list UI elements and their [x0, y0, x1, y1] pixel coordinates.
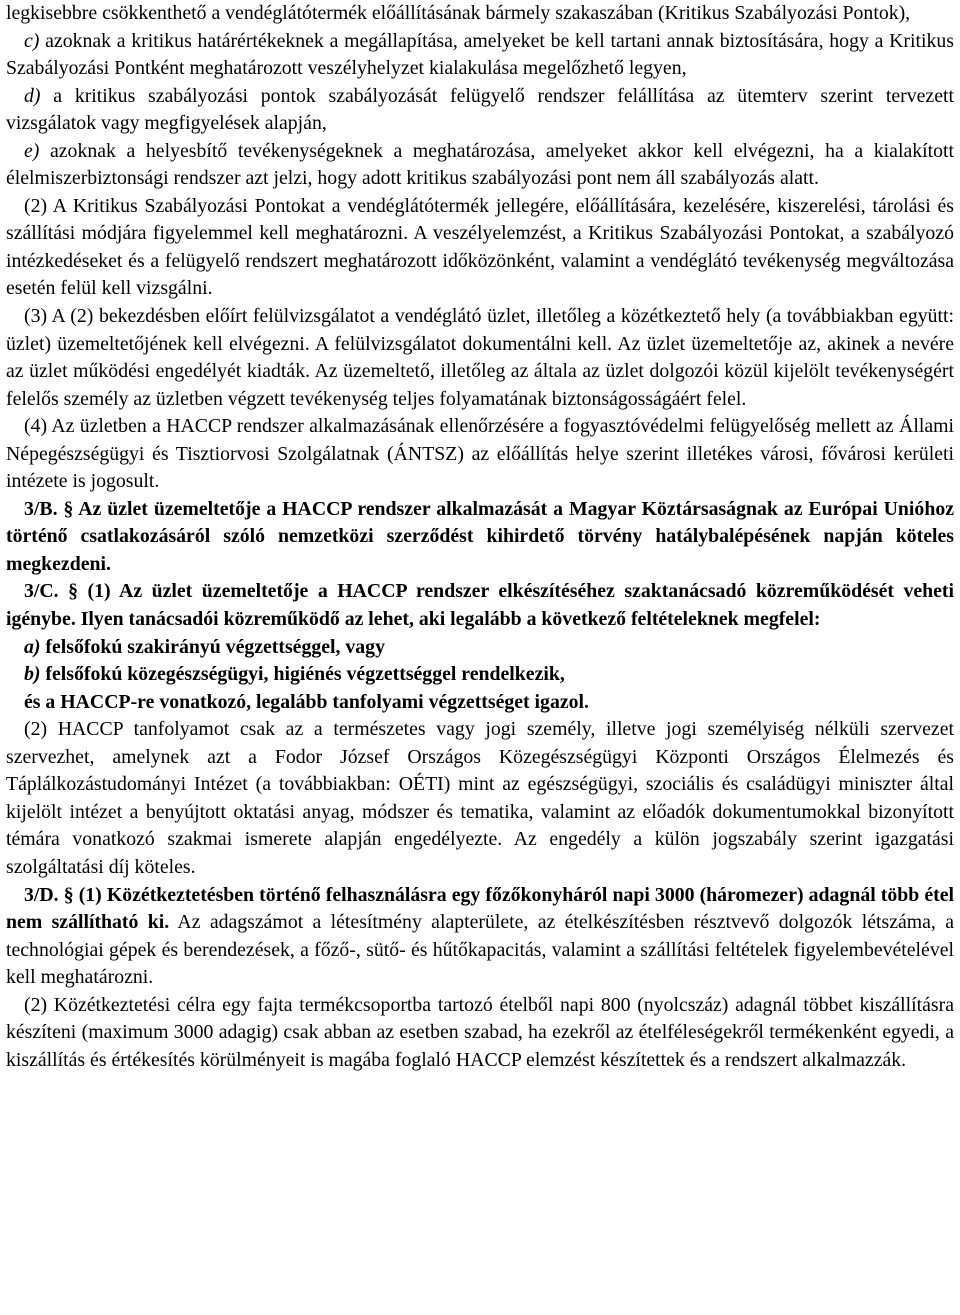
item-c-text: azoknak a kritikus határértékeknek a megállapítása, amelyeket be kell tartani annak biztosítására, hogy a Kritikus Szabályozási Pontként meghatározott veszélyhelyzet kialakulása megelőzhető legyen, — [6, 29, 954, 80]
list-item-c — [6, 28, 954, 83]
section-3b-number: 3/B. § — [24, 497, 74, 520]
intro-paragraph-tail — [6, 0, 954, 28]
section-3d — [6, 882, 954, 992]
list-item-d — [6, 83, 954, 138]
paragraph-4: (4) Az üzletben a HACCP rendszer alkalmazásának ellenőrzésére a fogyasztóvédelmi felügyelőség mellett az Állami Népegészségügyi és Tisztiorvosi Szolgálatnak (ÁNTSZ) az előállítás helye szerint illetékes városi, fővárosi kerületi intézete is jogosult. — [6, 415, 954, 493]
section-3b-text: Az üzlet üzemeltetője a HACCP rendszer alkalmazását a Magyar Köztársaságnak az Európai Unióhoz történő csatlakozásáról szóló nemzetközi szerződést kihirdető törvény hatálybalépésének napján köteles megkezdeni. — [6, 497, 954, 575]
section-3c-item-a-label: a) — [24, 635, 41, 658]
item-e-label: e) — [24, 139, 40, 162]
section-3c-closing: és a HACCP-re vonatkozó, legalább tanfolyami végzettséget igazol. — [24, 690, 589, 713]
list-item-e — [6, 138, 954, 193]
section-3c-item-b-text: felsőfokú közegészségügyi, higiénés végzettséggel rendelkezik, — [40, 663, 565, 686]
intro-text: legkisebbre csökkenthető a vendéglátótermék előállításának bármely szakaszában (Kritikus Szabályozási Pontok), — [6, 2, 911, 24]
paragraph-2: (2) A Kritikus Szabályozási Pontokat a vendéglátótermék jellegére, előállítására, kezelésére, kiszerelési, tárolási és szállítási módjára figyelemmel kell meghatározni. A veszélyelemzést, a Kritikus Szabályozási Pontokat, a szabályozó intézkedéseket és a felügyelő rendszert meghatározott időközönként, valamint a vendéglátó tevékenység megváltozása esetén felül kell vizsgálni. — [6, 194, 954, 300]
item-d-label: d) — [24, 84, 41, 107]
item-d-text: a kritikus szabályozási pontok szabályozását felügyelő rendszer felállítása az ütemterv szerint tervezett vizsgálatok vagy megfigyelések alapján, — [6, 84, 954, 135]
section-3b — [6, 496, 954, 579]
section-3c-item-a-text: felsőfokú szakirányú végzettséggel, vagy — [40, 635, 385, 658]
section-3d-bold-text: (1) Közétkeztetésben történő felhasználásra egy főzőkonyháról napi 3000 (háromezer) adagnál több étel nem szállítható ki. — [6, 883, 955, 934]
section-3c-item-b — [6, 661, 954, 689]
section-3c-item-b-label: b) — [24, 663, 41, 686]
item-e-text: azoknak a helyesbítő tevékenységeknek a meghatározása, amelyeket akkor kell elvégezni, ha a kialakított élelmiszerbiztonsági rendszer azt jelzi, hogy adott kritikus szabályozási pont nem áll szabályozás alatt. — [6, 139, 954, 190]
section-3c-number: 3/C. § — [24, 580, 79, 603]
section-3c-item-a — [6, 634, 954, 662]
section-3d-paragraph-2: (2) Közétkeztetési célra egy fajta termékcsoportba tartozó ételből napi 800 (nyolcszáz) adagnál többet kiszállításra készíteni (maximum 3000 adagig) csak abban az esetben szabad, ha ezekről az ételféleségekről termékenként egyedi, a kiszállítás és értékesítés körülményeit is magába foglaló HACCP elemzést készítettek és a rendszert alkalmazzák. — [6, 993, 954, 1071]
paragraph-3: (3) A (2) bekezdésben előírt felülvizsgálatot a vendéglátó üzlet, illetőleg a közétkeztető hely (a továbbiakban együtt: üzlet) üzemeltetőjének kell elvégezni. A felülvizsgálatot dokumentálni kell. Az üzlet üzemeltetője az, akinek a nevére az üzlet működési engedélyét kiadták. Az üzemeltető, illetőleg az általa az üzlet dolgozói közül kijelölt tevékenységért felelős személy az üzletben végzett tevékenység teljes folyamatának biztonságosságáért felel. — [6, 305, 954, 410]
section-3c-paragraph-2: (2) HACCP tanfolyamot csak az a természetes vagy jogi személy, illetve jogi személyiség nélküli szervezet szervezhet, amelynek azt a Fodor József Országos Közegészségügyi Központi Országos Élelmezés és Táplálkozástudományi Intézet (a továbbiakban: OÉTI) mint az egészségügyi, szociális és családügyi miniszter által kijelölt intézet a benyújtott oktatási anyag, módszer és tematika, valamint az előadók dokumentumokkal bizonyított témára vonatkozó szakmai ismerete alapján engedélyezte. Az engedély a külön jogszabály szerint igazgatási szolgáltatási díj köteles. — [6, 718, 954, 878]
item-c-label: c) — [24, 29, 40, 52]
section-3d-number: 3/D. § — [24, 883, 74, 906]
section-3c-text: (1) Az üzlet üzemeltetője a HACCP rendszer elkészítéséhez szaktanácsadó közreműködését veheti igénybe. Ilyen tanácsadói közreműködő az lehet, aki legalább a következő feltételeknek megfelel: — [6, 580, 955, 631]
section-3c — [6, 578, 954, 633]
section-3d-text: Az adagszámot a létesítmény alapterülete, az ételkészítésben résztvevő dolgozók létszáma, a technológiai gépek és berendezések, a főző-, sütő- és hűtőkapacitás, valamint a szállítási feltételek figyelembevételével kell meghatározni. — [6, 911, 954, 989]
